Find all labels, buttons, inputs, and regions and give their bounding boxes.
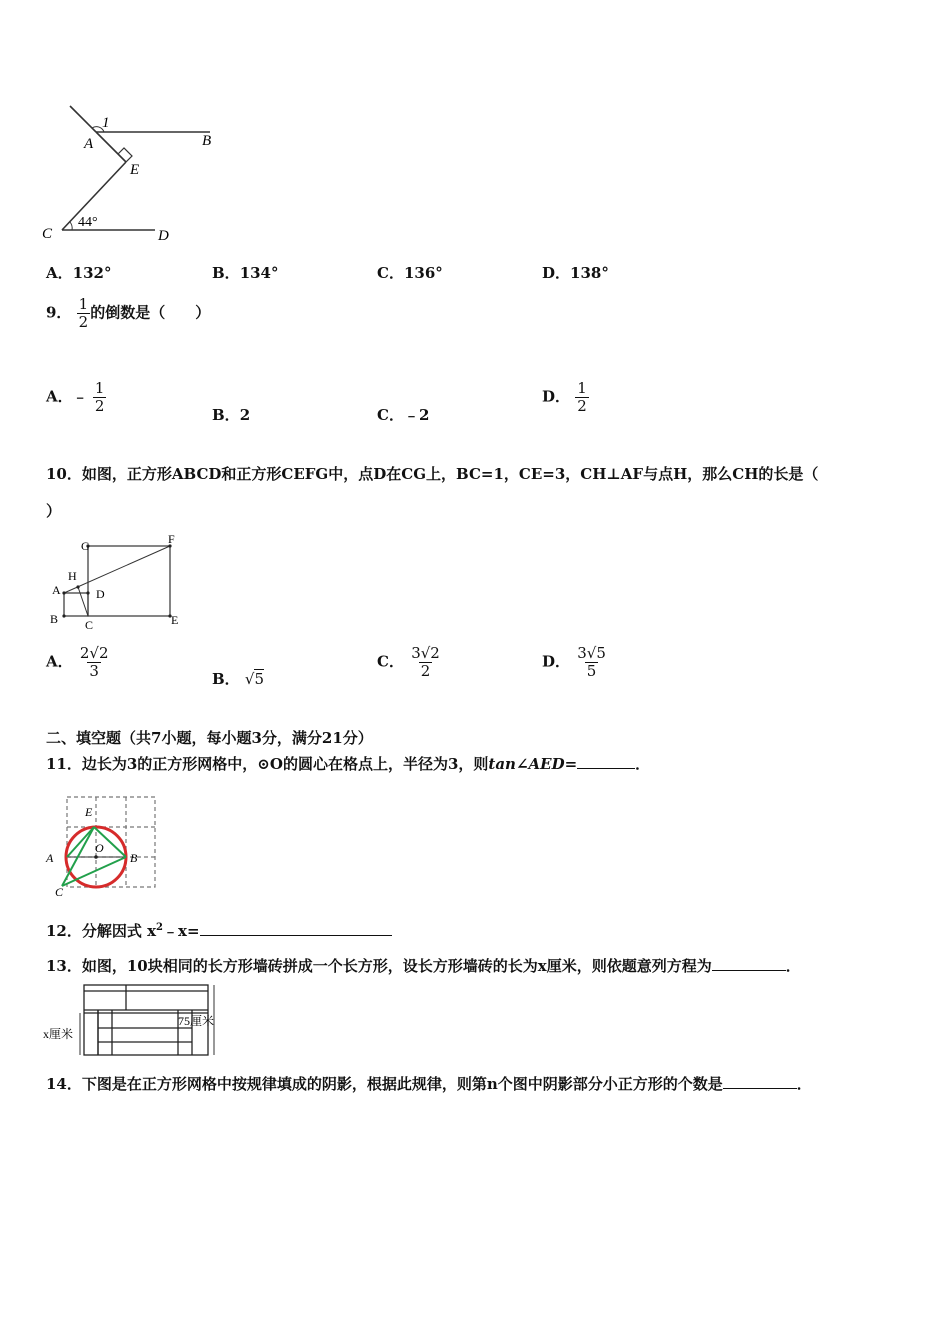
- q9-option-a[interactable]: [46, 380, 106, 415]
- radicand: 2: [98, 644, 109, 662]
- q11-figure: [40, 790, 165, 900]
- fraction-one-half: [77, 296, 91, 331]
- option-fraction: [575, 380, 589, 415]
- q9-option-d[interactable]: [542, 380, 589, 415]
- label-g: G: [81, 539, 90, 553]
- q10-option-c[interactable]: [377, 645, 442, 680]
- option-key: C．: [377, 652, 404, 671]
- q8-option-c[interactable]: [377, 262, 443, 283]
- period: ．: [635, 755, 651, 773]
- label-b: B: [202, 133, 212, 149]
- coefficient: 2: [79, 644, 90, 662]
- option-key: B．: [212, 264, 240, 282]
- option-text: ﹣2: [403, 406, 430, 424]
- radicand: 5: [596, 644, 606, 662]
- label-a: A: [52, 583, 61, 597]
- numerator: 3√2: [411, 644, 440, 662]
- option-key: B．: [212, 406, 240, 424]
- q10-figure: [40, 530, 190, 630]
- q9-stem: [46, 296, 210, 331]
- denominator: 2: [94, 397, 105, 415]
- denominator: 5: [586, 662, 597, 680]
- sqrt-expression: √5: [244, 670, 265, 688]
- label-c: C: [85, 618, 94, 630]
- denominator: 3: [89, 662, 99, 680]
- label-44deg: 44°: [78, 215, 98, 230]
- q11-text: 11．边长为3的正方形网格中，⊙O的圆心在格点上，半径为3，则: [46, 755, 489, 773]
- answer-blank[interactable]: [723, 1074, 797, 1089]
- period: ．: [785, 957, 801, 975]
- minus-sign: ﹣: [72, 387, 88, 406]
- q9-option-c[interactable]: [377, 404, 429, 425]
- option-text: 136°: [403, 264, 443, 282]
- q13-figure: [40, 980, 230, 1060]
- denominator: 2: [577, 397, 587, 415]
- numerator: 1: [78, 295, 89, 313]
- q14-stem: [46, 1073, 812, 1094]
- option-fraction: [575, 645, 608, 680]
- q8-option-a[interactable]: [46, 262, 111, 283]
- coefficient: 3: [411, 644, 421, 662]
- radicand: 2: [430, 644, 440, 662]
- label-1: 1: [102, 115, 110, 131]
- option-key: A．: [46, 387, 73, 406]
- q12-text2: ﹣x=: [163, 922, 200, 940]
- option-key: C．: [377, 264, 404, 282]
- q8-figure: [40, 100, 240, 250]
- option-text: 138°: [570, 264, 609, 282]
- period: ．: [796, 1075, 812, 1093]
- label-x-cm: x厘米: [43, 1027, 74, 1041]
- label-b: B: [50, 612, 59, 626]
- option-key: A．: [46, 264, 73, 282]
- answer-blank[interactable]: [200, 921, 392, 936]
- label-d: D: [96, 587, 105, 601]
- q10-option-d[interactable]: [542, 645, 608, 680]
- option-key: C．: [377, 406, 404, 424]
- q12-text: 12．分解因式 x: [46, 922, 157, 940]
- label-o: O: [95, 841, 104, 855]
- question-number: 9．: [46, 303, 72, 322]
- point-b: [62, 614, 65, 617]
- answer-blank[interactable]: [577, 754, 635, 769]
- q8-option-b[interactable]: [212, 262, 279, 283]
- coefficient: 3: [577, 644, 587, 662]
- option-key: B．: [212, 670, 240, 688]
- label-d: D: [158, 228, 169, 244]
- q9-text: 的倒数是（ ）: [90, 303, 211, 322]
- label-b: B: [130, 851, 138, 865]
- option-text: 134°: [239, 264, 279, 282]
- label-f: F: [168, 532, 175, 546]
- label-a: A: [46, 851, 54, 865]
- radicand: 5: [254, 670, 265, 688]
- denominator: 2: [78, 313, 89, 331]
- label-e: E: [85, 805, 93, 819]
- label-e: E: [130, 162, 140, 178]
- option-key: D．: [542, 652, 571, 671]
- label-a: A: [84, 136, 94, 152]
- exponent: 2: [156, 922, 164, 933]
- option-fraction: [78, 645, 111, 680]
- center-point: [94, 855, 98, 859]
- section-heading: 二、填空题（共7小题，每小题3分，满分21分）: [46, 729, 373, 747]
- option-text: 2: [239, 406, 251, 424]
- q11-math: tan∠AED=: [488, 755, 578, 773]
- label-c: C: [42, 226, 53, 242]
- answer-blank[interactable]: [712, 956, 786, 971]
- segment-ch: [78, 587, 88, 616]
- point-d: [86, 591, 89, 594]
- point-h: [76, 585, 79, 588]
- numerator: 3√5: [577, 644, 606, 662]
- label-c: C: [55, 885, 64, 899]
- segment-af: [64, 546, 170, 593]
- option-fraction: [409, 645, 442, 680]
- label-75-cm: 75厘米: [178, 1014, 215, 1028]
- denominator: 2: [420, 662, 431, 680]
- numerator: 1: [577, 379, 587, 397]
- q10-stem-line1: 10．如图，正方形ABCD和正方形CEFG中，点D在CG上，BC=1，CE=3，CH⊥AF与点H，那么CH的长是（: [46, 465, 819, 483]
- option-text: 132°: [72, 264, 112, 282]
- q12-stem: [46, 920, 392, 941]
- q13-text: 13．如图，10块相同的长方形墙砖拼成一个长方形，设长方形墙砖的长为x厘米，则依题意列方程为: [46, 957, 712, 975]
- segment-ae: [96, 132, 126, 162]
- q10-option-a[interactable]: [46, 645, 111, 680]
- option-fraction: [93, 380, 107, 415]
- option-key: D．: [542, 387, 571, 406]
- numerator: 2√2: [79, 644, 109, 662]
- q10-option-b[interactable]: [212, 668, 264, 689]
- q9-option-b[interactable]: [212, 404, 250, 425]
- numerator: 1: [94, 379, 105, 397]
- label-e: E: [171, 613, 179, 627]
- angle-c-arc: [70, 222, 72, 230]
- square-cefg: [88, 546, 170, 616]
- q10-stem-line2: ）: [46, 502, 62, 520]
- option-key: A．: [46, 652, 73, 671]
- q11-stem: [46, 753, 650, 774]
- q13-stem: [46, 955, 801, 976]
- point-a: [62, 591, 65, 594]
- q14-text: 14．下图是在正方形网格中按规律填成的阴影，根据此规律，则第n个图中阴影部分小正方形的个数是: [46, 1075, 723, 1093]
- label-h: H: [68, 569, 77, 583]
- q8-option-d[interactable]: [542, 262, 609, 283]
- option-key: D．: [542, 264, 571, 282]
